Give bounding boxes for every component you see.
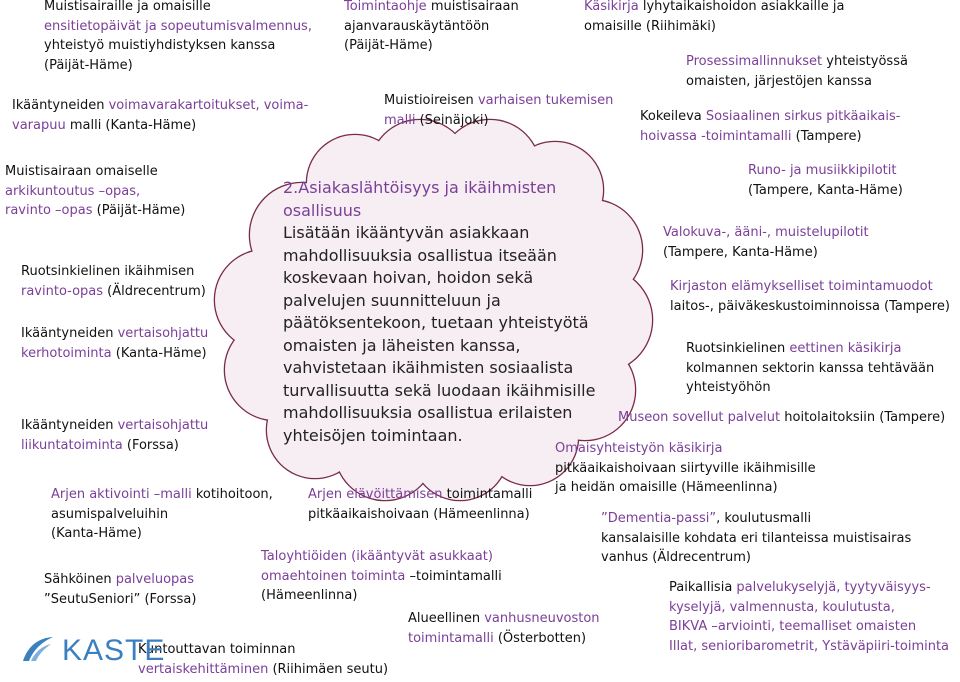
plain-text: (Päijät-Häme) [44, 57, 133, 73]
note-box [44, 570, 196, 609]
highlight-text: vertaisohjattu [117, 326, 209, 341]
note-line [21, 262, 206, 282]
plain-text: (Hämeenlinna) [261, 588, 358, 603]
highlight-text: Runo- ja musiikkipilotit [748, 163, 897, 178]
highlight-text: Kirjaston elämykselliset toimintamuodot [670, 279, 933, 294]
plain-text: kansalaisille kohdata eri tilanteissa muistisairas [601, 530, 912, 546]
note-line [748, 181, 903, 201]
note-box [5, 162, 185, 221]
note-box [44, 0, 312, 75]
plain-text: Kokeileva [640, 109, 706, 124]
plain-text: Ikääntyneiden [21, 326, 118, 341]
plain-text: ”SeutuSeniori” (Forssa) [44, 591, 197, 607]
note-line [21, 436, 208, 456]
note-line [21, 324, 208, 344]
plain-text: muistisairaan [426, 0, 519, 14]
center-body-line: yhteisöjen toimintaan. [283, 425, 463, 445]
note-line [748, 161, 903, 181]
plain-text: (Päijät-Häme) [92, 203, 186, 218]
note-box [51, 485, 273, 544]
note-box [584, 0, 844, 36]
highlight-text: palveluopas [115, 572, 195, 587]
plain-text: (Riihimäen seutu) [268, 661, 389, 677]
highlight-text: kyselyjä, valmennusta, koulutusta, [669, 599, 895, 615]
highlight-text: Valokuva-, ääni-, muistelupilotit [663, 225, 869, 240]
note-line [686, 339, 934, 359]
plain-text: (Forssa) [122, 437, 179, 453]
plain-text: (Seinäjoki) [415, 112, 489, 128]
plain-text: (Päijät-Häme) [344, 38, 433, 53]
plain-text: kolmannen sektorin kanssa tehtävään [686, 360, 935, 376]
note-box [21, 416, 208, 455]
note-box [618, 408, 945, 428]
highlight-text: Illat, senioribarometrit, Ystäväpiiri-toiminta [669, 638, 950, 654]
plain-text: malli (Kanta-Häme) [65, 117, 197, 133]
highlight-text: eettinen käsikirja [789, 341, 902, 356]
note-line [5, 162, 185, 182]
center-title-line: osallisuus [283, 200, 362, 220]
plain-text: Alueellinen [408, 611, 485, 626]
plain-text: Sähköinen [44, 572, 116, 587]
plain-text: –toimintamalli [405, 568, 502, 584]
note-line [686, 72, 908, 92]
bird-wing-icon [20, 634, 56, 668]
highlight-text: Omaisyhteistyön käsikirja [555, 441, 723, 456]
highlight-text: BIKVA –arviointi, teemalliset omaisten [669, 619, 917, 634]
highlight-text: omaehtoinen toiminta [261, 568, 406, 584]
plain-text: vanhus (Äldrecentrum) [601, 550, 751, 565]
note-line [663, 223, 869, 243]
plain-text: Muistisairaan omaiselle [5, 164, 158, 179]
plain-text: lyhytaikaishoidon asiakkaille ja [638, 0, 845, 14]
note-box [555, 439, 816, 498]
note-line [555, 459, 816, 479]
center-body-line: turvallisuutta sekä luodaan ikäihmisille [283, 380, 596, 400]
highlight-text: Toimintaohje [344, 0, 427, 14]
highlight-text: malli [384, 112, 416, 128]
plain-text: omaisille (Riihimäki) [584, 18, 716, 34]
note-box [601, 509, 911, 568]
note-box [21, 262, 206, 301]
highlight-text: liikuntatoiminta [21, 437, 123, 453]
note-line [308, 485, 532, 505]
note-line [51, 505, 273, 525]
note-box [384, 91, 613, 130]
highlight-text: toimintamalli [408, 630, 494, 646]
note-line [344, 17, 519, 37]
highlight-text: vertaisohjattu [117, 418, 209, 433]
note-box [308, 485, 532, 524]
highlight-text: vanhusneuvoston [484, 611, 600, 626]
note-line [44, 36, 312, 56]
note-line [261, 586, 502, 606]
plain-text: kotihoitoon, [191, 487, 273, 502]
highlight-text: kerhotoiminta [21, 345, 112, 361]
note-line [51, 485, 273, 505]
highlight-text: Museon sovellut palvelut [618, 410, 781, 425]
center-title-line: 2.Asiakaslähtöisyys ja ikäihmisten [283, 178, 557, 197]
plain-text: (Tampere, Kanta-Häme) [663, 244, 818, 260]
note-line [601, 529, 911, 549]
plain-text: pitkäaikaishoivaan siirtyville ikäihmisille [555, 460, 816, 476]
note-line [670, 297, 950, 317]
note-line [261, 567, 502, 587]
note-line [601, 509, 911, 529]
highlight-text: palvelukyselyjä, tyytyväisyys- [736, 580, 931, 595]
center-body-line: päätöksentekoon, tuetaan yhteistyötä [283, 313, 589, 332]
plain-text: (Österbotten) [493, 630, 587, 646]
logo-text: KASTE [62, 634, 166, 667]
note-line [669, 617, 949, 637]
center-body-line: Lisätään ikääntyvän asiakkaan [283, 223, 530, 242]
highlight-text: varhaisen tukemisen [477, 93, 614, 108]
note-line [640, 127, 900, 147]
note-line [670, 277, 950, 297]
plain-text: toimintamalli [442, 487, 533, 502]
plain-text: yhteistyö muistiyhdistyksen kanssa [44, 38, 276, 53]
center-body-line: mahdollisuuksia osallistua erilaisten [283, 403, 573, 422]
plain-text: Paikallisia [669, 580, 737, 595]
note-line [138, 640, 388, 660]
note-line [384, 91, 613, 111]
note-line [44, 17, 312, 37]
note-box [21, 324, 208, 363]
plain-text: Ikääntyneiden [12, 98, 109, 113]
plain-text: ja heidän omaisille (Hämeenlinna) [555, 480, 778, 495]
highlight-text: ravinto-opas [21, 283, 104, 299]
note-box [640, 107, 900, 146]
note-line [138, 660, 388, 680]
center-topic [283, 177, 598, 447]
plain-text: Muistisairaille ja omaisille [44, 0, 211, 14]
note-line [384, 111, 613, 131]
note-box [408, 609, 600, 648]
note-line [5, 182, 185, 202]
note-line [663, 243, 869, 263]
plain-text: pitkäaikaishoivaan (Hämeenlinna) [308, 506, 530, 522]
highlight-text: arkikuntoutus –opas, [5, 183, 141, 199]
highlight-text: ravinto –opas [5, 203, 93, 218]
note-line [21, 416, 208, 436]
highlight-text: Taloyhtiöiden (ikääntyvät asukkaat) [261, 549, 493, 564]
plain-text: (Tampere, Kanta-Häme) [748, 182, 903, 198]
highlight-text: varapuu [12, 117, 66, 133]
note-line [308, 505, 532, 525]
note-line [51, 524, 273, 544]
kaste-logo [20, 634, 165, 668]
highlight-text: hoivassa -toimintamalli [640, 128, 792, 144]
note-line [12, 96, 308, 116]
highlight-text: vertaiskehittäminen [138, 661, 269, 677]
note-line [555, 478, 816, 498]
plain-text: Muistioireisen [384, 93, 478, 108]
note-line [408, 629, 600, 649]
highlight-text: ensitietopäivät ja sopeutumisvalmennus, [44, 18, 312, 34]
note-box [669, 578, 949, 656]
note-box [670, 277, 950, 316]
center-body-line: koskevaan hoivan, hoidon sekä [283, 268, 534, 287]
note-box [686, 339, 934, 398]
center-body-line: palvelujen suunnitteluun ja [283, 290, 501, 310]
plain-text: yhteistyössä [822, 54, 908, 69]
plain-text: hoitolaitoksiin (Tampere) [780, 410, 946, 425]
note-line [686, 378, 934, 398]
note-box [138, 640, 388, 679]
note-line [44, 570, 196, 590]
note-line [21, 344, 208, 364]
plain-text: asumispalveluihin [51, 506, 169, 522]
note-line [555, 439, 816, 459]
highlight-text: Sosiaalinen sirkus pitkäaikais- [705, 109, 901, 124]
note-box [261, 547, 502, 606]
note-box [748, 161, 903, 200]
note-line [5, 201, 185, 221]
plain-text: Ikääntyneiden [21, 418, 118, 433]
plain-text: , koulutusmalli [716, 511, 812, 526]
note-box [663, 223, 869, 262]
plain-text: yhteistyöhön [686, 380, 771, 395]
note-box [344, 0, 519, 56]
note-line [601, 548, 911, 568]
note-box [12, 96, 308, 135]
note-line [669, 637, 949, 657]
center-body-line: vahvistetaan ikäihmisten sosiaalista [283, 358, 574, 377]
plain-text: Kuntouttavan toiminnan [138, 642, 296, 657]
plain-text: ajanvarauskäytäntöön [344, 18, 490, 34]
note-line [261, 547, 502, 567]
note-line [12, 116, 308, 136]
note-line [44, 56, 312, 76]
note-line [44, 0, 312, 17]
plain-text: Ruotsinkielinen ikäihmisen [21, 264, 195, 279]
note-line [618, 408, 945, 428]
plain-text: (Kanta-Häme) [51, 526, 142, 541]
note-line [669, 578, 949, 598]
plain-text: (Tampere) [791, 128, 862, 144]
highlight-text: voimavarakartoitukset, voima- [108, 98, 309, 113]
highlight-text: Arjen aktivointi –malli [51, 487, 192, 502]
note-line [686, 52, 908, 72]
note-box [686, 52, 908, 91]
note-line [584, 0, 844, 17]
plain-text: omaisten, järjestöjen kanssa [686, 73, 872, 89]
note-line [344, 36, 519, 56]
highlight-text: Arjen elävöittämisen [308, 487, 443, 502]
note-line [44, 590, 196, 610]
plain-text: Ruotsinkielinen [686, 341, 790, 356]
note-line [669, 598, 949, 618]
note-line [584, 17, 844, 37]
note-line [408, 609, 600, 629]
center-body-line: omaisten ja läheisten kanssa, [283, 335, 521, 355]
plain-text: (Äldrecentrum) [103, 283, 206, 299]
highlight-text: ”Dementia-passi” [601, 511, 717, 526]
highlight-text: Prosessimallinnukset [686, 54, 823, 69]
note-line [344, 0, 519, 17]
plain-text: laitos-, päiväkeskustoiminnoissa (Tampere) [670, 298, 950, 314]
note-line [21, 282, 206, 302]
note-line [640, 107, 900, 127]
center-body-line: mahdollisuuksia osallistua itseään [283, 245, 557, 265]
plain-text: (Kanta-Häme) [111, 345, 207, 361]
highlight-text: Käsikirja [584, 0, 639, 14]
note-line [686, 359, 934, 379]
